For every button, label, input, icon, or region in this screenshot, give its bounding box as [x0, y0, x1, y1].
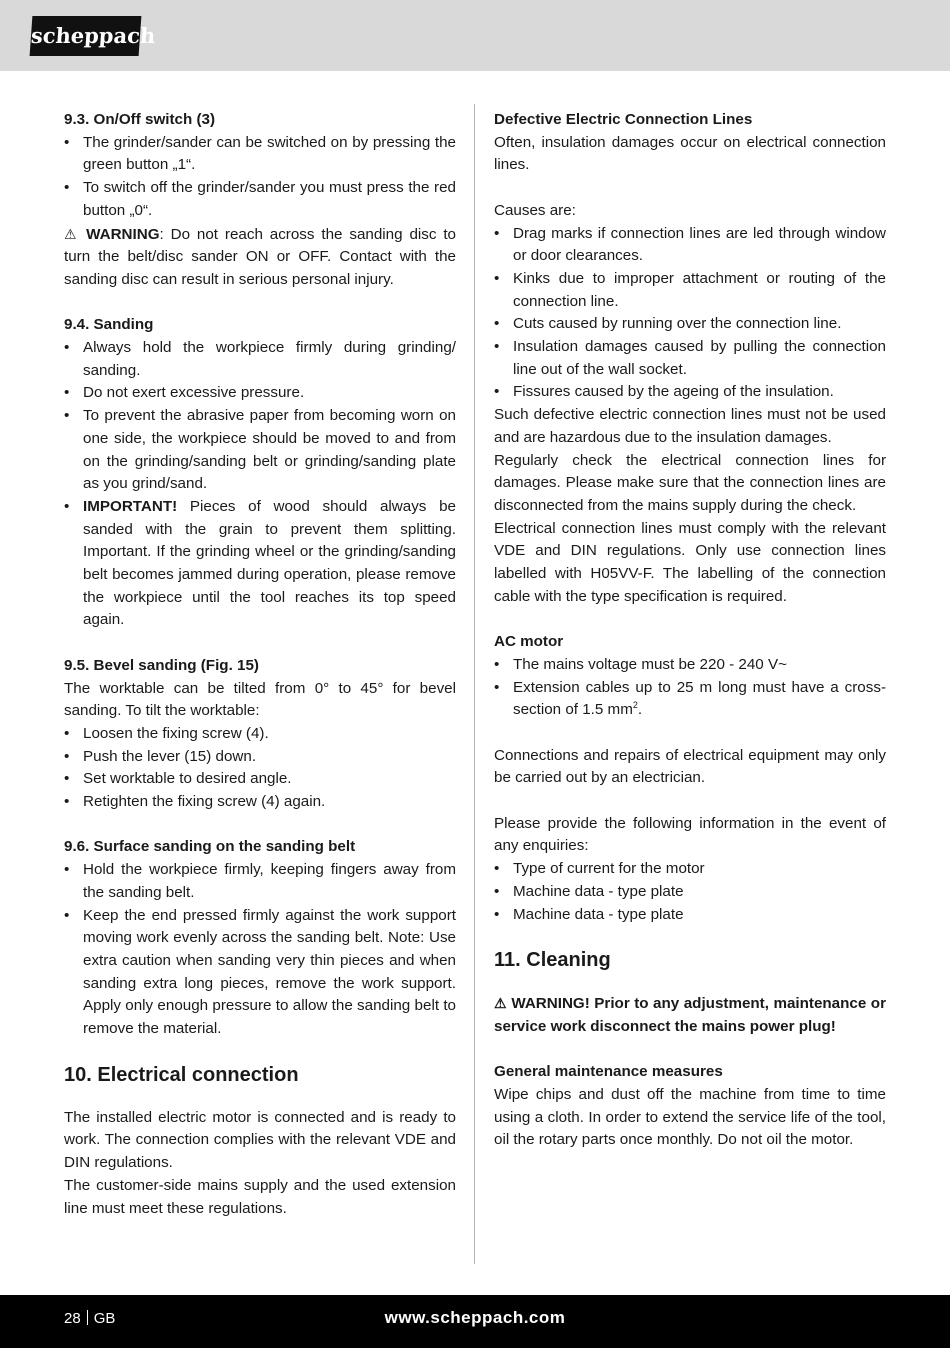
defective-lines-title: Defective Electric Connection Lines [494, 111, 753, 128]
list-item [494, 677, 886, 722]
important-label: IMPORTANT! [83, 497, 178, 515]
superscript: 2 [632, 700, 638, 711]
list-item: • The mains voltage must be 220 - 240 V~ [494, 654, 886, 677]
defective-lines-p2: Such defective electric connection lines must not be used and are hazardous due to the insulation damages. [494, 406, 886, 446]
enquiries-list [494, 858, 886, 926]
list-item: • The grinder/sander can be switched on by pressing the green button „1“. [64, 132, 456, 177]
important-text: Pieces of wood should always be sanded with the grain to prevent them splitting. Important. If the grinding wheel or the grinding/sanding belt becomes jammed during operation, please remove the workpiece until the tool reaches its top speed again. [83, 497, 456, 629]
defective-lines-p3: Regularly check the electrical connection lines for damages. Please make sure that the connection lines are disconnected from the mains supply during the check. [494, 451, 886, 514]
page-number: 28 [64, 1310, 81, 1327]
maintenance-paragraph: Wipe chips and dust off the machine from time to time using a cloth. In order to extend the service life of the tool, oil the rotary parts once monthly. Do not oil the motor. [494, 1086, 886, 1149]
warning-label: WARNING [511, 995, 585, 1013]
cross-section-text: Extension cables up to 25 m long must have a cross-section of 1.5 mm [513, 678, 886, 719]
s93-list [64, 132, 456, 223]
maintenance-title: General maintenance measures [494, 1063, 723, 1081]
defective-lines-p4: Electrical connection lines must comply with the relevant VDE and DIN regulations. Only use connection lines labelled with H05VV-F. The labelling of the connection cable with the type specification is required. [494, 519, 886, 605]
warning-triangle-icon: ⚠ [64, 225, 80, 242]
list-item: • Push the lever (15) down. [64, 746, 456, 769]
section-9-4-title: 9.4. Sanding [64, 316, 154, 334]
section-9-6-title: 9.6. Surface sanding on the sanding belt [64, 838, 356, 856]
list-item: • Loosen the fixing screw (4). [64, 723, 456, 746]
section-10-title: 10. Electrical connection [64, 1063, 299, 1086]
s95-list [64, 723, 456, 814]
list-item: • To prevent the abrasive paper from becoming worn on one side, the workpiece should be moved to and from on the grinding/sanding belt or grinding/sanding plate as you grind/sand. [64, 405, 456, 496]
list-item: • Do not exert excessive pressure. [64, 382, 456, 405]
website-link[interactable]: www.scheppach.com [384, 1308, 566, 1327]
warning-text: ! Prior to any adjustment, maintenance or service work disconnect the mains power plug! [494, 995, 886, 1035]
column-divider [474, 104, 475, 1264]
s94-list [64, 337, 456, 632]
list-item: • Insulation damages caused by pulling the connection line out of the wall socket. [494, 336, 886, 381]
section-9-5-title: 9.5. Bevel sanding (Fig. 15) [64, 656, 259, 674]
list-item: • Kinks due to improper attachment or routing of the connection line. [494, 268, 886, 313]
enquiries-paragraph: Please provide the following information in the event of any enquiries: [494, 814, 886, 855]
list-item: • Always hold the workpiece firmly during grinding/ sanding. [64, 337, 456, 382]
footer-bar [0, 1295, 950, 1348]
warning-label: WARNING [86, 225, 160, 243]
list-item: • Keep the end pressed firmly against the work support moving work evenly across the sanding belt. Note: Use extra caution when sanding very thin pieces and when sanding extra long pieces, remove the work support. Apply only enough pressure to allow the sanding belt to remove the material. [64, 905, 456, 1041]
list-item: • Machine data - type plate [494, 904, 886, 927]
list-item: • Fissures caused by the ageing of the insulation. [494, 381, 886, 404]
s10-paragraph-2: The customer-side mains supply and the used extension line must meet these regulations. [64, 1176, 456, 1217]
warning-triangle-icon: ⚠ [494, 995, 507, 1012]
causes-list [494, 223, 886, 405]
list-item: • Cuts caused by running over the connection line. [494, 313, 886, 336]
scheppach-logo: scheppach [30, 16, 142, 56]
period: . [637, 701, 643, 719]
list-item-important [64, 496, 456, 632]
list-item: • Set worktable to desired angle. [64, 768, 456, 791]
list-item: • Hold the workpiece firmly, keeping fingers away from the sanding belt. [64, 859, 456, 904]
section-11-title: 11. Cleaning [494, 949, 611, 972]
warning-text: : Do not reach across the sanding disc to turn the belt/disc sander ON or OFF. Contact with the sanding disc can result in serious personal injury. [64, 225, 456, 288]
cleaning-warning [494, 992, 886, 1038]
right-column [494, 109, 886, 1152]
ac-motor-list [494, 654, 886, 722]
defective-lines-intro: Often, insulation damages occur on electrical connection lines. [494, 133, 886, 174]
section-9-3-title: 9.3. On/Off switch (3) [64, 111, 216, 128]
s95-intro: The worktable can be tilted from 0° to 45° for bevel sanding. To tilt the worktable: [64, 679, 456, 720]
list-item: • Type of current for the motor [494, 858, 886, 881]
list-item: • To switch off the grinder/sander you must press the red button „0“. [64, 177, 456, 222]
ac-motor-title: AC motor [494, 633, 564, 651]
list-item: • Drag marks if connection lines are led through window or door clearances. [494, 223, 886, 268]
s93-warning [64, 223, 456, 292]
list-item: • Machine data - type plate [494, 881, 886, 904]
left-column [64, 109, 456, 1220]
list-item: • Retighten the fixing screw (4) again. [64, 791, 456, 814]
connections-paragraph: Connections and repairs of electrical equipment may only be carried out by an electrician. [494, 746, 886, 787]
s10-paragraph-1: The installed electric motor is connected and is ready to work. The connection complies with the relevant VDE and DIN regulations. [64, 1108, 456, 1172]
causes-label: Causes are: [494, 201, 576, 219]
s96-list [64, 859, 456, 1041]
language-code: GB [93, 1310, 116, 1327]
